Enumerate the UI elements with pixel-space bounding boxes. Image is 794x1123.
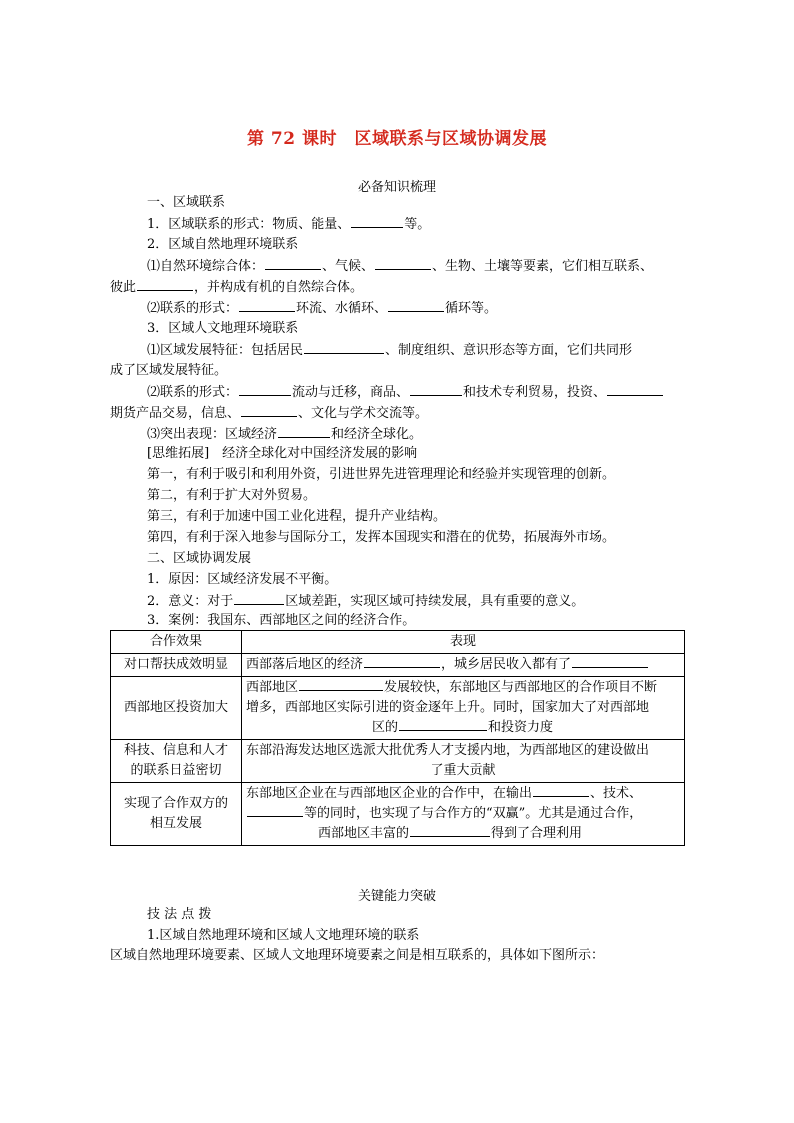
page-title: 第 72 课时 区域联系与区域协调发展	[247, 129, 547, 149]
blank	[304, 341, 384, 354]
table-header-row	[111, 631, 685, 654]
table-row	[111, 677, 685, 740]
item3-title: 3．区域人文地理环境联系	[147, 321, 299, 336]
part1-title: 一、区域联系	[147, 195, 226, 210]
blank	[364, 655, 440, 668]
table-row	[111, 783, 685, 846]
blank	[299, 678, 383, 691]
item3-3-line: ⑶突出表现：区域经济 和经济全球化。	[147, 427, 423, 442]
blank	[137, 278, 193, 291]
blank	[351, 215, 403, 228]
section2-heading: 关键能力突破	[357, 889, 436, 904]
reason-line: 1．原因：区域经济发展不平衡。	[147, 572, 338, 587]
table-cell: 西部落后地区的经济 ，城乡居民收入都有了	[242, 654, 685, 677]
blank	[239, 299, 295, 312]
blank	[278, 425, 330, 438]
blank	[241, 404, 297, 417]
blank	[239, 383, 291, 396]
blank	[265, 257, 321, 270]
section2-desc: 区域自然地理环境要素、区域人文地理环境要素之间是相互联系的，具体如下图所示：	[110, 948, 605, 963]
item2-2-line: ⑵联系的形式： 环流、水循环、 循环等。	[147, 301, 498, 316]
blank	[533, 784, 589, 797]
blank	[375, 257, 431, 270]
case-line: 3．案例：我国东、西部地区之间的经济合作。	[147, 613, 416, 628]
blank	[607, 383, 663, 396]
table-cell: 东部地区企业在与西部地区企业的合作中，在输出 、技术、 等的同时，也实现了与合作方的“双赢”。尤其是通过合作， 西部地区丰富的 得到了合理利用	[242, 783, 685, 846]
point-4: 第四，有利于深入地参与国际分工，发挥本国现实和潜在的优势，拓展海外市场。	[147, 530, 616, 545]
table-cell: 东部沿海发达地区选派大批优秀人才支援内地，为西部地区的建设做出 了重大贡献	[242, 740, 685, 783]
section2-sub: 技 法 点 拨	[147, 907, 212, 922]
cooperation-table	[110, 630, 685, 846]
blank	[572, 655, 648, 668]
blank	[247, 804, 303, 817]
item2-1b-line: 彼此 ，并构成有机的自然综合体。	[110, 280, 364, 295]
section-heading: 必备知识梳理	[357, 180, 436, 195]
table-cell: 西部地区 发展较快，东部地区与西部地区的合作项目不断 增多，西部地区实际引进的资金逐年上升。同时，国家加大了对西部地 区的 和投资力度	[242, 677, 685, 740]
table-row	[111, 740, 685, 783]
point-1: 第一，有利于吸引和利用外资，引进世界先进管理理论和经验并实现管理的创新。	[147, 467, 616, 482]
table-cell-label: 对口帮扶成效明显	[111, 654, 242, 677]
think-heading: [思维拓展] 经济全球化对中国经济发展的影响	[147, 446, 418, 461]
item3-1-line: ⑴区域发展特征：包括居民 、制度组织、意识形态等方面，它们共同形	[147, 343, 633, 358]
part2-title: 二、区域协调发展	[147, 551, 252, 566]
item1-line: 1．区域联系的形式：物质、能量、 等。	[147, 217, 431, 232]
table-cell-label: 科技、信息和人才 的联系日益密切	[111, 740, 242, 783]
section2-item1: 1.区域自然地理环境和区域人文地理环境的联系	[147, 928, 420, 943]
blank	[410, 383, 462, 396]
item3-2b-line: 期货产品交易，信息、 、文化与学术交流等。	[110, 406, 429, 421]
point-3: 第三，有利于加速中国工业化进程，提升产业结构。	[147, 509, 447, 524]
item2-title: 2．区域自然地理环境联系	[147, 237, 299, 252]
meaning-line: 2．意义：对于 区域差距，实现区域可持续发展，具有重要的意义。	[147, 594, 585, 609]
table-cell-label: 实现了合作双方的 相互发展	[111, 783, 242, 846]
blank	[388, 299, 444, 312]
table-header: 合作效果	[111, 631, 242, 654]
table-row	[111, 654, 685, 677]
blank	[399, 718, 487, 731]
item3-1b-line: 成了区域发展特征。	[110, 363, 228, 378]
point-2: 第二，有利于扩大对外贸易。	[147, 488, 317, 503]
table-header: 表现	[242, 631, 685, 654]
blank	[410, 824, 490, 837]
blank	[234, 592, 284, 605]
item2-1-line: ⑴自然环境综合体： 、气候、 、生物、土壤等要素，它们相互联系、	[147, 259, 654, 274]
item3-2-line: ⑵联系的形式： 流动与迁移，商品、 和技术专利贸易，投资、	[147, 383, 664, 402]
table-cell-label: 西部地区投资加大	[111, 677, 242, 740]
